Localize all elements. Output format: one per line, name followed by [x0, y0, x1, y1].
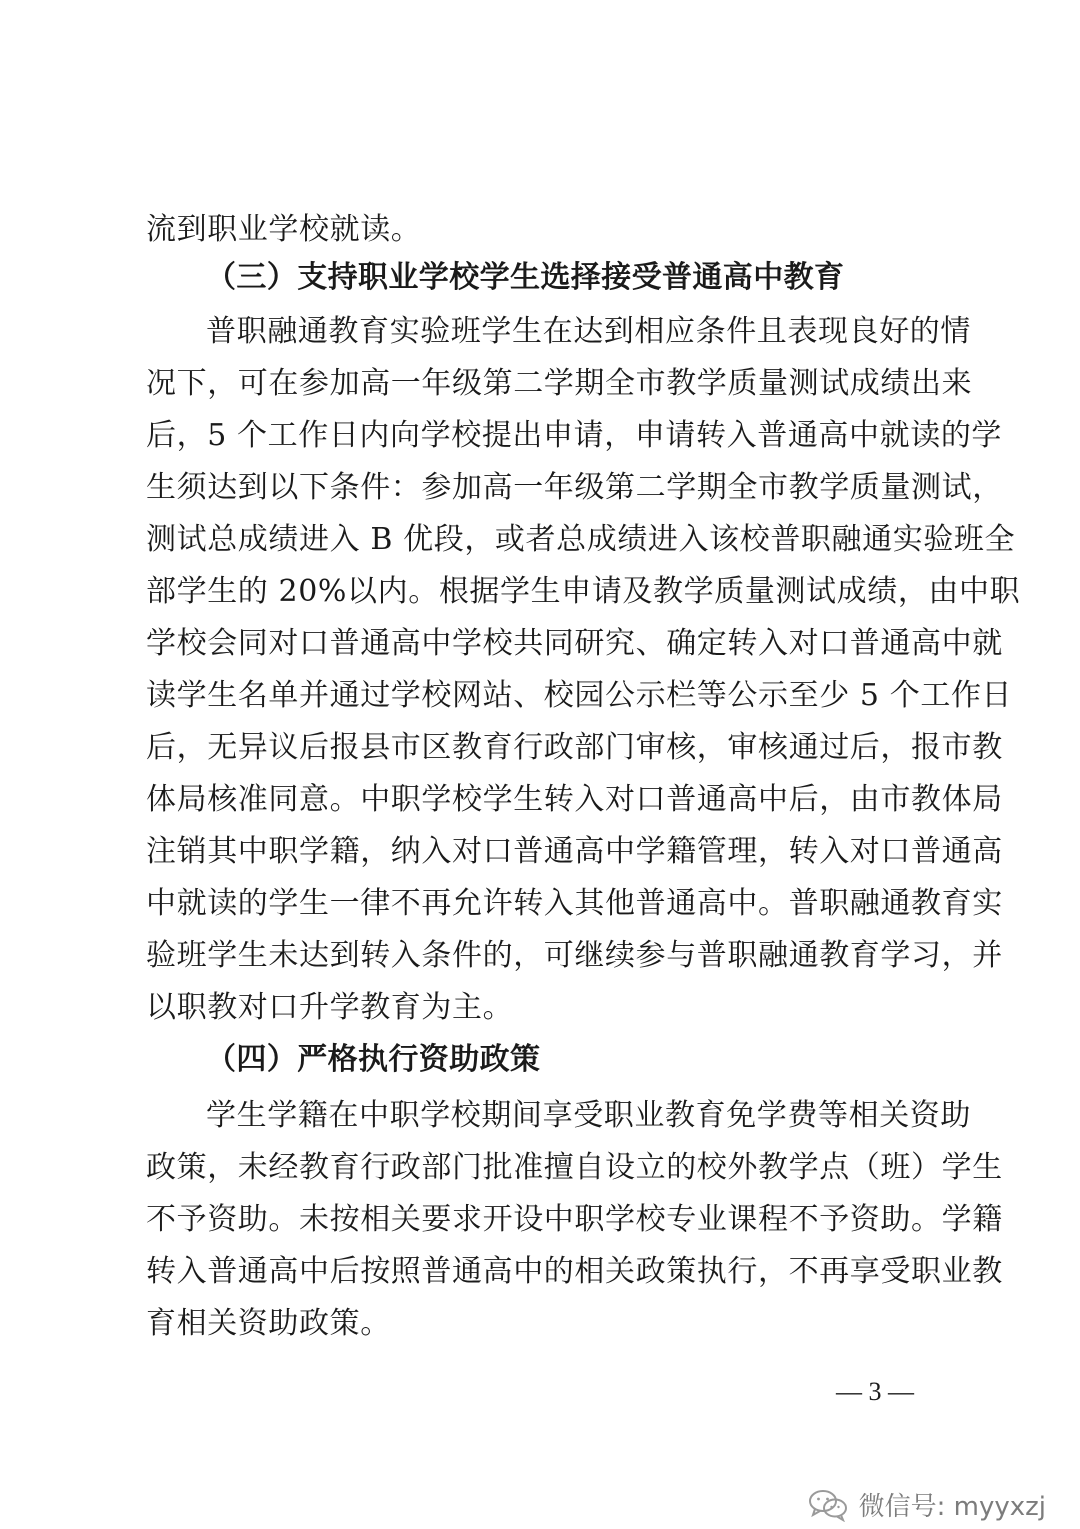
- text-line-3: 普职融通教育实验班学生在达到相应条件且表现良好的情: [206, 314, 971, 349]
- text-line-9: 学校会同对口普通高中学校共同研究、确定转入对口普通高中就: [146, 626, 1003, 661]
- text-line-7: 测试总成绩进入 B 优段，或者总成绩进入该校普职融通实验班全: [146, 522, 1016, 557]
- text-line-11: 后，无异议后报县市区教育行政部门审核，审核通过后，报市教: [146, 730, 1003, 765]
- text-line-16: 以职教对口升学教育为主。: [146, 990, 514, 1025]
- text-line-20: 不予资助。未按相关要求开设中职学校专业课程不予资助。学籍: [146, 1202, 1003, 1237]
- text-line-21: 转入普通高中后按照普通高中的相关政策执行，不再享受职业教: [146, 1254, 1003, 1289]
- wechat-icon: [807, 1488, 849, 1522]
- text-line-1: 流到职业学校就读。: [146, 212, 422, 247]
- text-line-13: 注销其中职学籍，纳入对口普通高中学籍管理，转入对口普通高: [146, 834, 1003, 869]
- watermark-text: 微信号: myyxzj: [858, 1492, 1046, 1522]
- text-line-5: 后，5 个工作日内向学校提出申请，申请转入普通高中就读的学: [146, 418, 1003, 453]
- text-line-22: 育相关资助政策。: [146, 1306, 391, 1341]
- section-heading-3: （三）支持职业学校学生选择接受普通高中教育: [206, 260, 845, 295]
- text-line-14: 中就读的学生一律不再允许转入其他普通高中。普职融通教育实: [146, 886, 1003, 921]
- text-line-6: 生须达到以下条件：参加高一年级第二学期全市教学质量测试，: [146, 470, 1003, 505]
- wechat-watermark: [807, 1486, 1046, 1523]
- text-line-18: 学生学籍在中职学校期间享受职业教育免学费等相关资助: [206, 1098, 971, 1133]
- text-line-10: 读学生名单并通过学校网站、校园公示栏等公示至少 5 个工作日: [146, 678, 1013, 713]
- text-line-15: 验班学生未达到转入条件的，可继续参与普职融通教育学习，并: [146, 938, 1003, 973]
- text-line-19: 政策，未经教育行政部门批准擅自设立的校外教学点（班）学生: [146, 1150, 1003, 1185]
- section-heading-4: （四）严格执行资助政策: [206, 1042, 541, 1077]
- text-line-8: 部学生的 20%以内。根据学生申请及教学质量测试成绩，由中职: [146, 574, 1021, 609]
- page-number: — 3 —: [836, 1377, 914, 1406]
- text-line-12: 体局核准同意。中职学校学生转入对口普通高中后，由市教体局: [146, 782, 1003, 817]
- text-line-4: 况下，可在参加高一年级第二学期全市教学质量测试成绩出来: [146, 366, 973, 401]
